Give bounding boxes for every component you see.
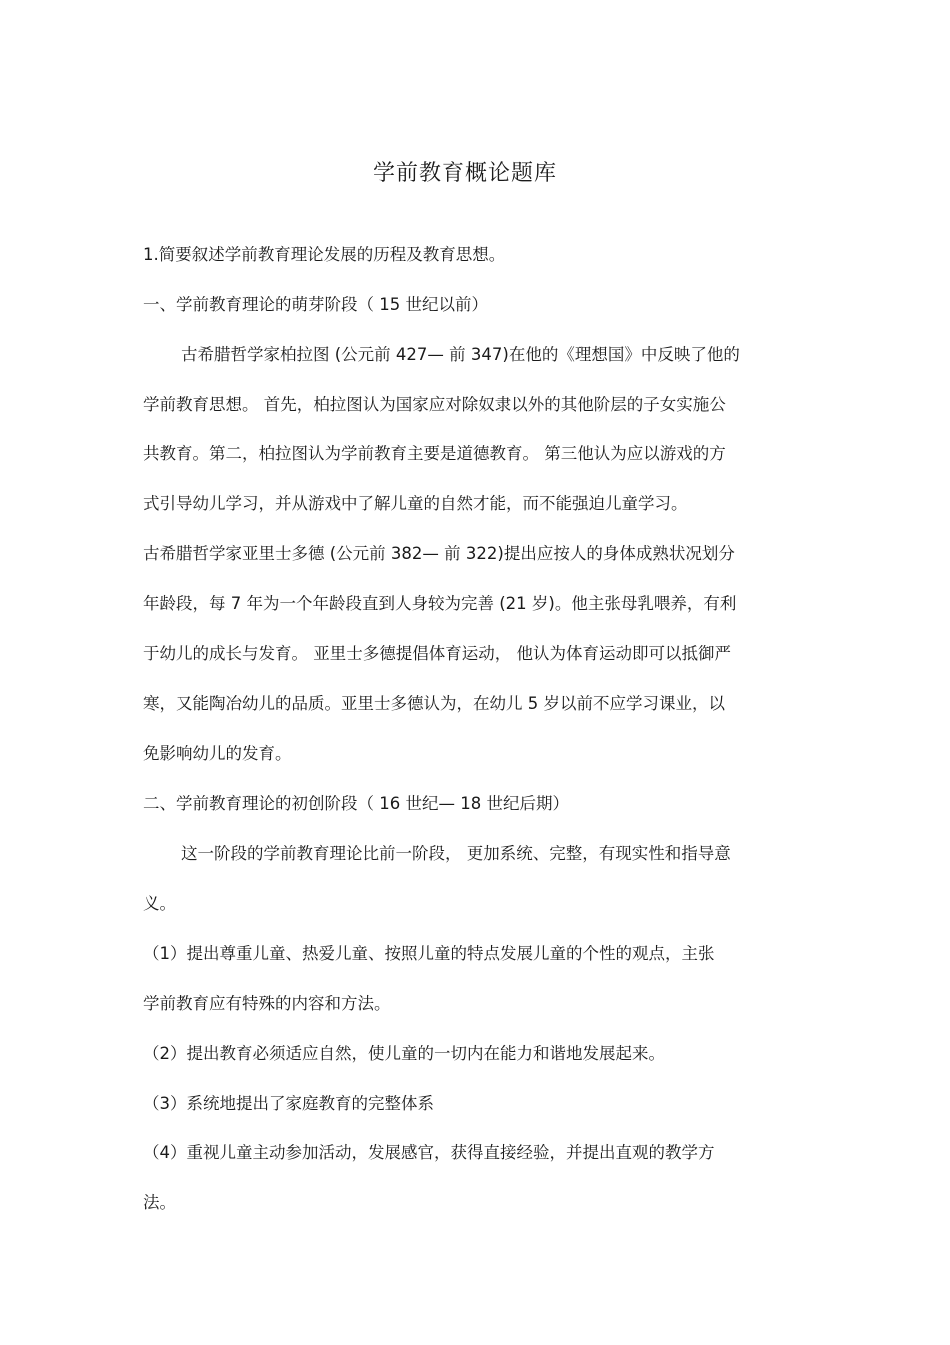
list-item: （4）重视儿童主动参加活动，发展感官，获得直接经验，并提出直观的教学方 bbox=[143, 1143, 715, 1162]
paragraph-line: 免影响幼儿的发育。 bbox=[143, 744, 292, 763]
paragraph-line: 义。 bbox=[143, 894, 176, 913]
paragraph-line: 学前教育思想。 首先，柏拉图认为国家应对除奴隶以外的其他阶层的子女实施公 bbox=[143, 395, 726, 414]
paragraph-line: 这一阶段的学前教育理论比前一阶段， 更加系统、完整，有现实性和指导意 bbox=[181, 844, 731, 863]
paragraph-line: 共教育。第二，柏拉图认为学前教育主要是道德教育。 第三他认为应以游戏的方 bbox=[143, 444, 726, 463]
paragraph-line: 古希腊哲学家柏拉图 (公元前 427— 前 347)在他的《理想国》中反映了他的 bbox=[181, 345, 740, 364]
paragraph-line: 古希腊哲学家亚里士多德 (公元前 382— 前 322)提出应按人的身体成熟状况划分 bbox=[143, 544, 735, 563]
section-heading-2: 二、学前教育理论的初创阶段（ 16 世纪— 18 世纪后期） bbox=[143, 794, 569, 813]
paragraph-line: 寒，又能陶冶幼儿的品质。亚里士多德认为，在幼儿 5 岁以前不应学习课业，以 bbox=[143, 694, 725, 713]
paragraph-line: 年龄段，每 7 年为一个年龄段直到人身较为完善 (21 岁)。他主张母乳喂养，有利 bbox=[143, 594, 737, 613]
paragraph-line: 式引导幼儿学习，并从游戏中了解儿童的自然才能，而不能强迫儿童学习。 bbox=[143, 494, 688, 513]
list-item-continuation: 法。 bbox=[143, 1193, 176, 1212]
paragraph-line: 于幼儿的成长与发育。 亚里士多德提倡体育运动， 他认为体育运动即可以抵御严 bbox=[143, 644, 731, 663]
document-title: 学前教育概论题库 bbox=[372, 161, 557, 186]
list-item-continuation: 学前教育应有特殊的内容和方法。 bbox=[143, 994, 391, 1013]
list-item: （1）提出尊重儿童、热爱儿童、按照儿童的特点发展儿童的个性的观点，主张 bbox=[143, 944, 715, 963]
list-item: （2）提出教育必须适应自然，使儿童的一切内在能力和谐地发展起来。 bbox=[143, 1044, 665, 1063]
list-item: （3）系统地提出了家庭教育的完整体系 bbox=[143, 1094, 434, 1113]
section-heading-1: 一、学前教育理论的萌芽阶段（ 15 世纪以前） bbox=[143, 295, 488, 314]
question-heading: 1.简要叙述学前教育理论发展的历程及教育思想。 bbox=[143, 245, 506, 264]
